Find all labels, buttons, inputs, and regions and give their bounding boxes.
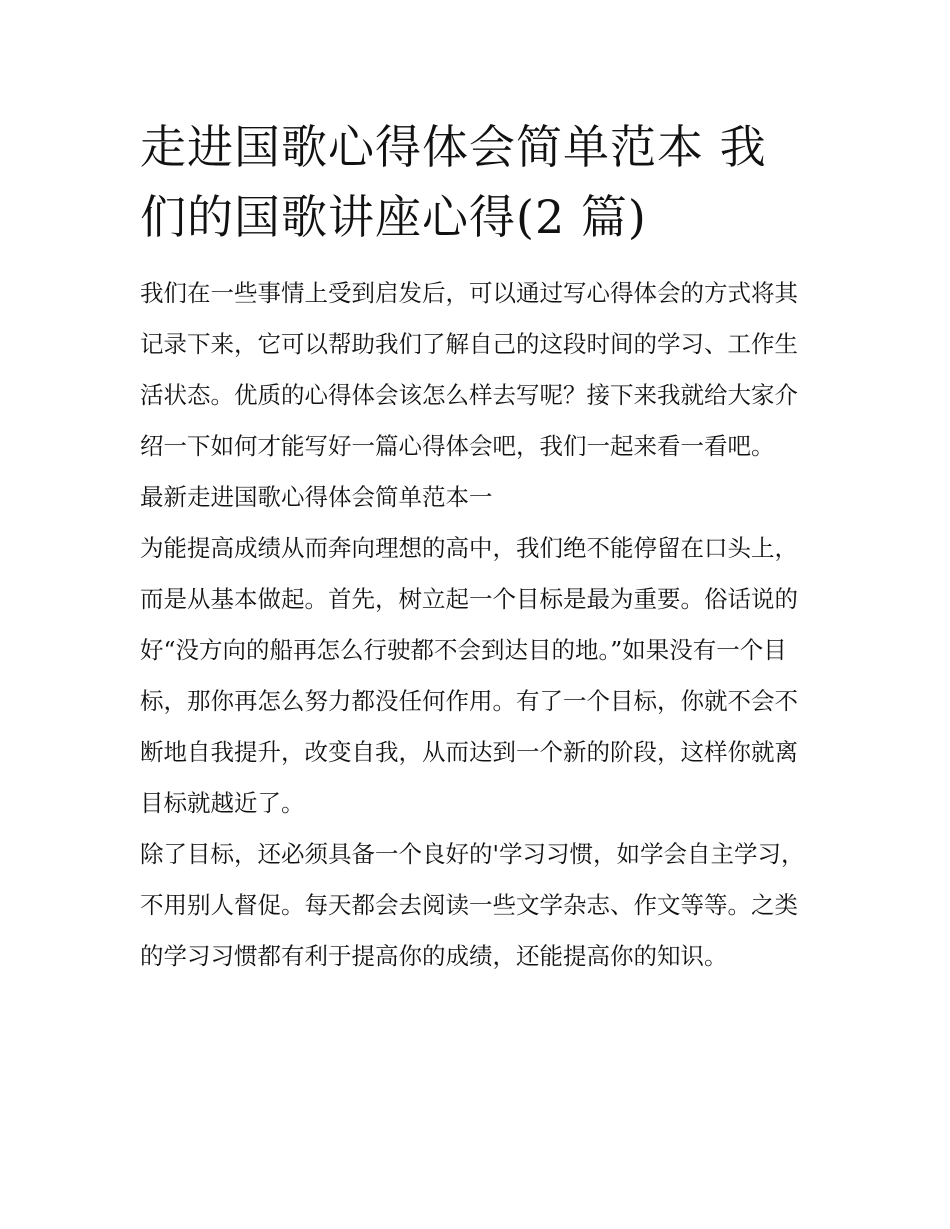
section-heading: 最新走进国歌心得体会简单范本一 — [140, 483, 493, 511]
document-content — [140, 112, 812, 982]
document-title: 走进国歌心得体会简单范本 我们的国歌讲座心得(2 篇) — [140, 120, 767, 244]
body-paragraph: 为能提高成绩从而奔向理想的高中，我们绝不能停留在口头上，而是从基本做起。首先，树立起一个目标是最为重要。俗话说的好“没方向的船再怎么行驶都不会到达目的地。”如果没有一个目标，那你再怎么努力都没任何作用。有了一个目标，你就不会不断地自我提升，改变自我，从而达到一个新的阶段，这样你就离目标就越近了。 — [140, 534, 798, 817]
intro-paragraph: 我们在一些事情上受到启发后，可以通过写心得体会的方式将其记录下来，它可以帮助我们了解自己的这段时间的学习、工作生活状态。优质的心得体会该怎么样去写呢？接下来我就给大家介绍一下如何才能写好一篇心得体会吧，我们一起来看一看吧。 — [140, 279, 798, 460]
body-paragraph: 除了目标，还必须具备一个良好的'学习习惯，如学会自主学习，不用别人督促。每天都会去阅读一些文学杂志、作文等等。之类的学习习惯都有利于提高你的成绩，还能提高你的知识。 — [140, 840, 805, 970]
